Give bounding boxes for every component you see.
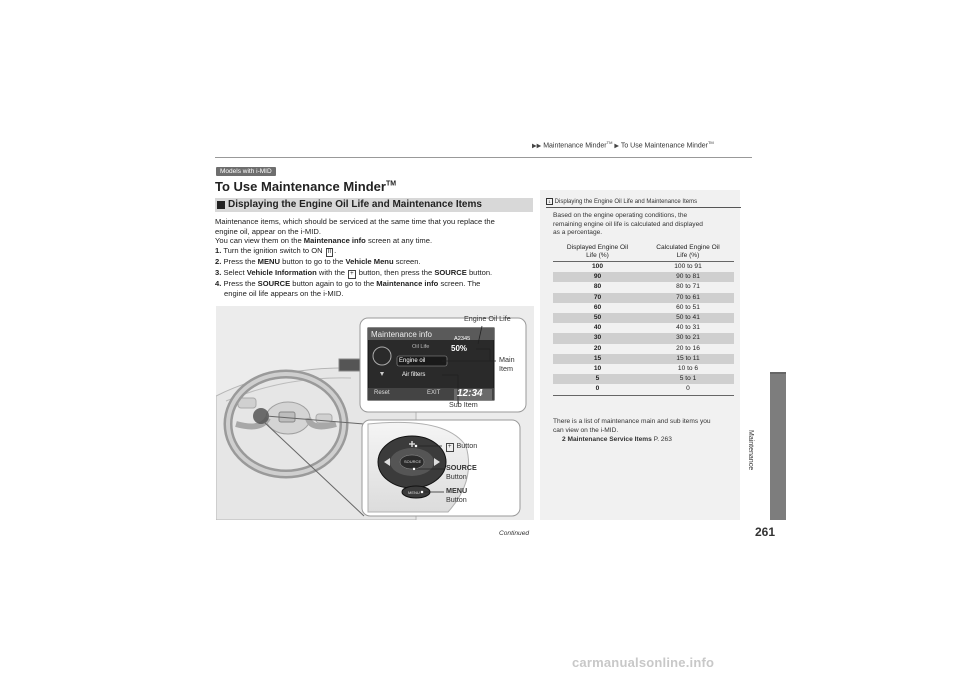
callout-engine-oil-life: Engine Oil Life — [464, 314, 511, 323]
notes-para-1-line: Based on the engine operating conditions, the — [553, 212, 688, 219]
notes-para-2-line: There is a list of maintenance main and sub items you — [553, 418, 711, 425]
section-square-icon — [217, 201, 225, 209]
oil-table-header-displayed-line: Life (%) — [586, 252, 609, 259]
table-row — [553, 354, 734, 364]
table-row — [553, 364, 734, 374]
breadcrumb-tm-2: TM — [707, 140, 714, 145]
step-3-num: 3. — [215, 268, 222, 277]
oil-table-header-displayed — [553, 243, 642, 262]
side-tab-label: Maintenance — [747, 430, 754, 471]
notes-reference[interactable] — [562, 436, 746, 445]
step-3 — [215, 268, 492, 279]
step-4-post: screen. The — [438, 279, 481, 288]
step-2-mid: button to go to the — [280, 257, 346, 266]
step-4-mid: button again to go to the — [290, 279, 377, 288]
note-ref-icon: 1 — [546, 198, 553, 205]
table-row — [553, 333, 734, 343]
breadcrumb-part-1[interactable]: Maintenance Minder — [543, 142, 607, 150]
imid-reset-button[interactable]: Reset — [374, 390, 390, 396]
intro-line-3-bold: Maintenance info — [303, 236, 366, 246]
callout-plus-button — [445, 442, 477, 452]
table-row — [553, 313, 734, 323]
step-2-bold-1: MENU — [257, 257, 281, 266]
table-cell-calculated: 100 to 91 — [674, 263, 702, 270]
step-3-pre: Select — [223, 268, 247, 277]
callout-main-item-2: Item — [499, 364, 513, 373]
table-cell-displayed: 90 — [553, 272, 642, 282]
breadcrumb-tm-1: TM — [606, 140, 613, 145]
header-rule — [215, 157, 752, 158]
notes-heading — [546, 198, 697, 205]
table-cell-calculated: 15 to 11 — [642, 354, 734, 364]
table-cell-displayed: 40 — [593, 324, 602, 332]
step-4-line-2: engine oil life appears on the i-MID. — [224, 288, 344, 298]
notes-para-2-line: can view on the i-MID. — [553, 426, 619, 434]
intro-line-2: engine oil, appear on the i-MID. — [215, 226, 321, 236]
step-2 — [215, 257, 421, 267]
imid-screen-title: Maintenance info — [371, 330, 432, 339]
table-row — [553, 282, 734, 292]
ignition-key-icon: II — [327, 249, 332, 255]
imid-air-filters: Air filters — [402, 372, 426, 378]
table-cell-displayed: 0 — [553, 384, 642, 395]
intro-line-3 — [215, 236, 432, 246]
section-heading-text: Displaying the Engine Oil Life and Maintenance Items — [228, 199, 482, 210]
step-4-bold-1: SOURCE — [257, 279, 291, 288]
table-row — [553, 293, 734, 303]
table-cell-calculated: 80 to 71 — [676, 283, 700, 291]
table-cell-displayed: 70 — [553, 293, 642, 303]
breadcrumb-arrow-icon: ▶▶ — [532, 143, 542, 150]
table-cell-displayed: 20 — [593, 344, 602, 352]
step-3-bold-2: SOURCE — [434, 268, 467, 277]
oil-table-header-calculated-line: Calculated Engine Oil — [656, 244, 720, 251]
imid-engine-oil: Engine oil — [399, 358, 426, 364]
oil-table-header-calculated — [642, 243, 734, 262]
step-2-pre: Press the — [223, 257, 258, 266]
watermark: carmanualsonline.info — [572, 655, 715, 670]
model-badge: Models with i-MID — [216, 167, 276, 176]
table-cell-calculated: 5 to 1 — [642, 374, 734, 384]
table-cell-calculated: 30 to 21 — [642, 333, 734, 343]
step-4-pre: Press the — [223, 279, 258, 288]
table-cell-displayed: 10 — [593, 365, 602, 373]
side-tab[interactable] — [770, 374, 786, 520]
step-4-num: 4. — [215, 279, 222, 288]
step-1 — [215, 246, 336, 257]
source-key-label: SOURCE — [404, 459, 422, 464]
section-heading — [215, 198, 533, 212]
page-number: 261 — [755, 525, 776, 539]
page-title — [215, 179, 396, 194]
callout-sub-item: Sub Item — [449, 400, 478, 409]
breadcrumb-arrow-icon: ▶ — [614, 143, 619, 150]
table-cell-displayed: 30 — [553, 333, 642, 343]
step-3-mid-2: button, then press the — [356, 268, 435, 277]
callout-menu-1: MENU — [446, 486, 468, 495]
step-1-num: 1. — [215, 246, 222, 255]
notes-para-2 — [553, 418, 737, 435]
step-3-mid: with the — [316, 268, 348, 277]
notes-heading-rule — [546, 207, 741, 208]
table-cell-displayed: 15 — [553, 354, 642, 364]
table-cell-calculated: 90 to 81 — [642, 272, 734, 282]
table-cell-calculated: 10 to 6 — [677, 365, 699, 373]
imid-exit-button[interactable]: EXIT — [427, 390, 441, 396]
table-row — [553, 272, 734, 282]
reference-link-label[interactable]: Maintenance Service Items — [567, 436, 652, 443]
callout-main-item-1: Main — [499, 355, 515, 364]
table-cell-calculated: 0 — [642, 384, 734, 395]
table-row — [553, 262, 734, 273]
table-row — [553, 303, 734, 313]
step-3-post: button. — [466, 268, 493, 277]
continued-label: Continued — [499, 530, 530, 537]
intro-line-1: Maintenance items, which should be serviced at the same time that you replace the — [215, 217, 495, 226]
step-2-num: 2. — [215, 257, 222, 266]
oil-table-header-calculated-line: Life (%) — [676, 252, 700, 259]
breadcrumb — [532, 140, 714, 149]
step-1-post: . — [334, 246, 337, 255]
table-row — [553, 374, 734, 384]
intro-line-3-post: screen at any time. — [365, 236, 433, 246]
step-2-bold-2: Vehicle Menu — [345, 257, 394, 266]
table-cell-calculated: 20 to 16 — [676, 344, 700, 352]
callout-source-1: SOURCE — [446, 463, 477, 472]
callout-plus-button-text: Button — [456, 441, 478, 450]
table-cell-calculated: 60 to 51 — [676, 303, 700, 311]
reference-arrow-icon: 2 — [562, 436, 566, 443]
table-cell-calculated: 50 to 41 — [642, 313, 734, 323]
page-title-tm: TM — [385, 180, 397, 188]
notes-heading-text: Displaying the Engine Oil Life and Maintenance Items — [554, 199, 698, 205]
imid-percent: 50% — [451, 344, 468, 353]
table-cell-displayed: 50 — [553, 313, 642, 323]
step-1-pre: Turn the ignition switch to ON — [223, 246, 325, 255]
reference-page: P. 263 — [653, 436, 672, 443]
intro-line-3-pre: You can view them on the — [215, 236, 304, 246]
plus-key-icon: + — [448, 444, 452, 450]
table-cell-displayed: 100 — [591, 263, 603, 270]
table-cell-displayed: 80 — [593, 283, 602, 291]
step-4-bold-2: Maintenance info — [376, 279, 439, 288]
step-2-post: screen. — [393, 257, 421, 266]
table-row — [553, 344, 734, 354]
step-3-bold-1: Vehicle Information — [246, 268, 317, 277]
table-row — [553, 384, 734, 395]
table-cell-displayed: 5 — [553, 374, 642, 384]
breadcrumb-part-2: To Use Maintenance Minder — [620, 142, 708, 150]
oil-life-table — [553, 243, 734, 396]
table-cell-calculated: 40 to 31 — [676, 324, 700, 332]
step-4 — [215, 279, 480, 289]
imid-oil-life-label: Oil Life — [412, 344, 430, 350]
table-cell-displayed: 60 — [593, 303, 602, 311]
imid-clock: 12:34 — [457, 388, 483, 399]
notes-para-1 — [553, 212, 737, 238]
plus-key-icon: + — [350, 271, 354, 277]
menu-key-label: MENU — [408, 490, 420, 495]
page-title-text: To Use Maintenance Minder — [215, 179, 386, 194]
callout-source-2: Button — [446, 472, 467, 481]
steering-wheel-figure — [216, 306, 534, 520]
callout-menu-2: Button — [446, 495, 467, 504]
table-cell-calculated: 70 to 61 — [642, 293, 734, 303]
imid-code: A2345 — [454, 336, 471, 342]
notes-para-1-line: as a percentage. — [553, 229, 603, 237]
table-row — [553, 323, 734, 333]
oil-table-header-displayed-line: Displayed Engine Oil — [566, 244, 629, 251]
notes-para-1-line: remaining engine oil life is calculated and displayed — [553, 220, 703, 228]
